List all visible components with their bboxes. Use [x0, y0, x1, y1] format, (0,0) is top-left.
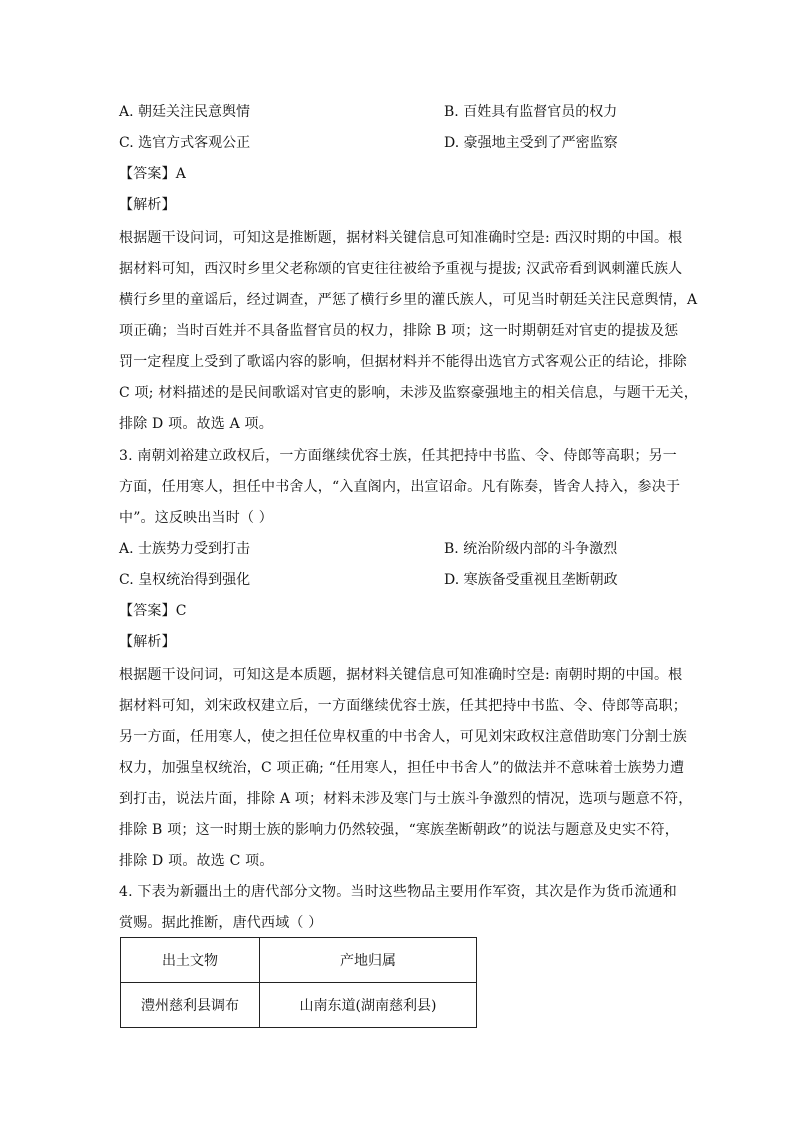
table-header-cell: 出土文物 — [121, 938, 260, 983]
q2-analysis-line: 项正确；当时百姓并不具备监督官员的权力，排除 B 项；这一时期朝廷对官吏的提拔及惩 — [119, 323, 679, 339]
q2-analysis-title: 【解析】 — [119, 197, 176, 213]
q3-stem-line: 方面，任用寒人，担任中书舍人，“入直阁内，出宣诏命。凡有陈奏，皆舍人持入，参决于 — [119, 479, 681, 495]
q2-analysis-line: 据材料可知，西汉时乡里父老称颂的官吏往往被给予重视与提拔; 汉武帝看到讽刺灌氏族人 — [119, 261, 683, 277]
q3-analysis-line: 权力，加强皇权统治，C 项正确; “任用寒人，担任中书舍人”的做法并不意味着士族势力遭 — [119, 760, 685, 776]
q3-analysis-line: 另一方面，任用寒人，使之担任位卑权重的中书舍人，可见刘宋政权注意借助寒门分割士族 — [119, 729, 687, 745]
q2-option-c: C. 选官方式客观公正 — [119, 135, 251, 151]
q2-analysis-line: 横行乡里的童谣后，经过调查，严惩了横行乡里的灌氏族人，可见当时朝廷关注民意舆情，A — [119, 292, 698, 308]
q3-analysis-line: 排除 D 项。故选 C 项。 — [119, 853, 274, 869]
q2-option-d: D. 豪强地主受到了严密监察 — [444, 135, 618, 151]
q3-option-d: D. 寒族备受重视且垄断朝政 — [444, 572, 618, 588]
q3-stem-line: 中”。这反映出当时（ ） — [119, 510, 274, 526]
table-cell: 澧州慈利县调布 — [121, 983, 260, 1028]
artifact-table — [120, 937, 477, 1028]
q2-answer: 【答案】A — [119, 166, 187, 182]
q3-analysis-line: 排除 B 项；这一时期士族的影响力仍然较强，“寒族垄断朝政”的说法与题意及史实不符， — [119, 822, 679, 838]
q2-analysis-line: 根据题干设问词，可知这是推断题，据材料关键信息可知准确时空是: 西汉时期的中国。根 — [119, 230, 683, 246]
q2-analysis-line: C 项; 材料描述的是民间歌谣对官吏的影响，未涉及监察豪强地主的相关信息，与题干无关， — [119, 385, 698, 401]
q3-analysis-line: 根据题干设问词，可知这是本质题，据材料关键信息可知准确时空是: 南朝时期的中国。根 — [119, 667, 683, 683]
q3-stem-line: 3. 南朝刘裕建立政权后，一方面继续优容士族，任其把持中书监、令、侍郎等高职；另一 — [119, 448, 678, 464]
table-row — [121, 983, 477, 1028]
q3-option-b: B. 统治阶级内部的斗争激烈 — [444, 541, 618, 557]
q2-analysis-line: 罚一定程度上受到了歌谣内容的影响，但据材料并不能得出选官方式客观公正的结论，排除 — [119, 354, 687, 370]
table-header-cell: 产地归属 — [260, 938, 477, 983]
q4-stem-line: 赏赐。据此推断，唐代西域（ ） — [119, 915, 323, 931]
table-header-row — [121, 938, 477, 983]
q3-answer: 【答案】C — [119, 603, 187, 619]
q3-analysis-title: 【解析】 — [119, 634, 176, 650]
q3-option-a: A. 士族势力受到打击 — [119, 541, 251, 557]
q2-option-a: A. 朝廷关注民意舆情 — [119, 104, 251, 120]
q3-option-c: C. 皇权统治得到强化 — [119, 572, 251, 588]
table-cell: 山南东道(湖南慈利县) — [260, 983, 477, 1028]
q2-option-b: B. 百姓具有监督官员的权力 — [444, 104, 618, 120]
q3-analysis-line: 据材料可知，刘宋政权建立后，一方面继续优容士族，任其把持中书监、令、侍郎等高职； — [119, 698, 687, 714]
q3-analysis-line: 到打击，说法片面，排除 A 项；材料未涉及寒门与士族斗争激烈的情况，选项与题意不符， — [119, 791, 693, 807]
q4-stem-line: 4. 下表为新疆出土的唐代部分文物。当时这些物品主要用作军资，其次是作为货币流通和 — [119, 884, 678, 900]
q2-analysis-line: 排除 D 项。故选 A 项。 — [119, 416, 273, 432]
